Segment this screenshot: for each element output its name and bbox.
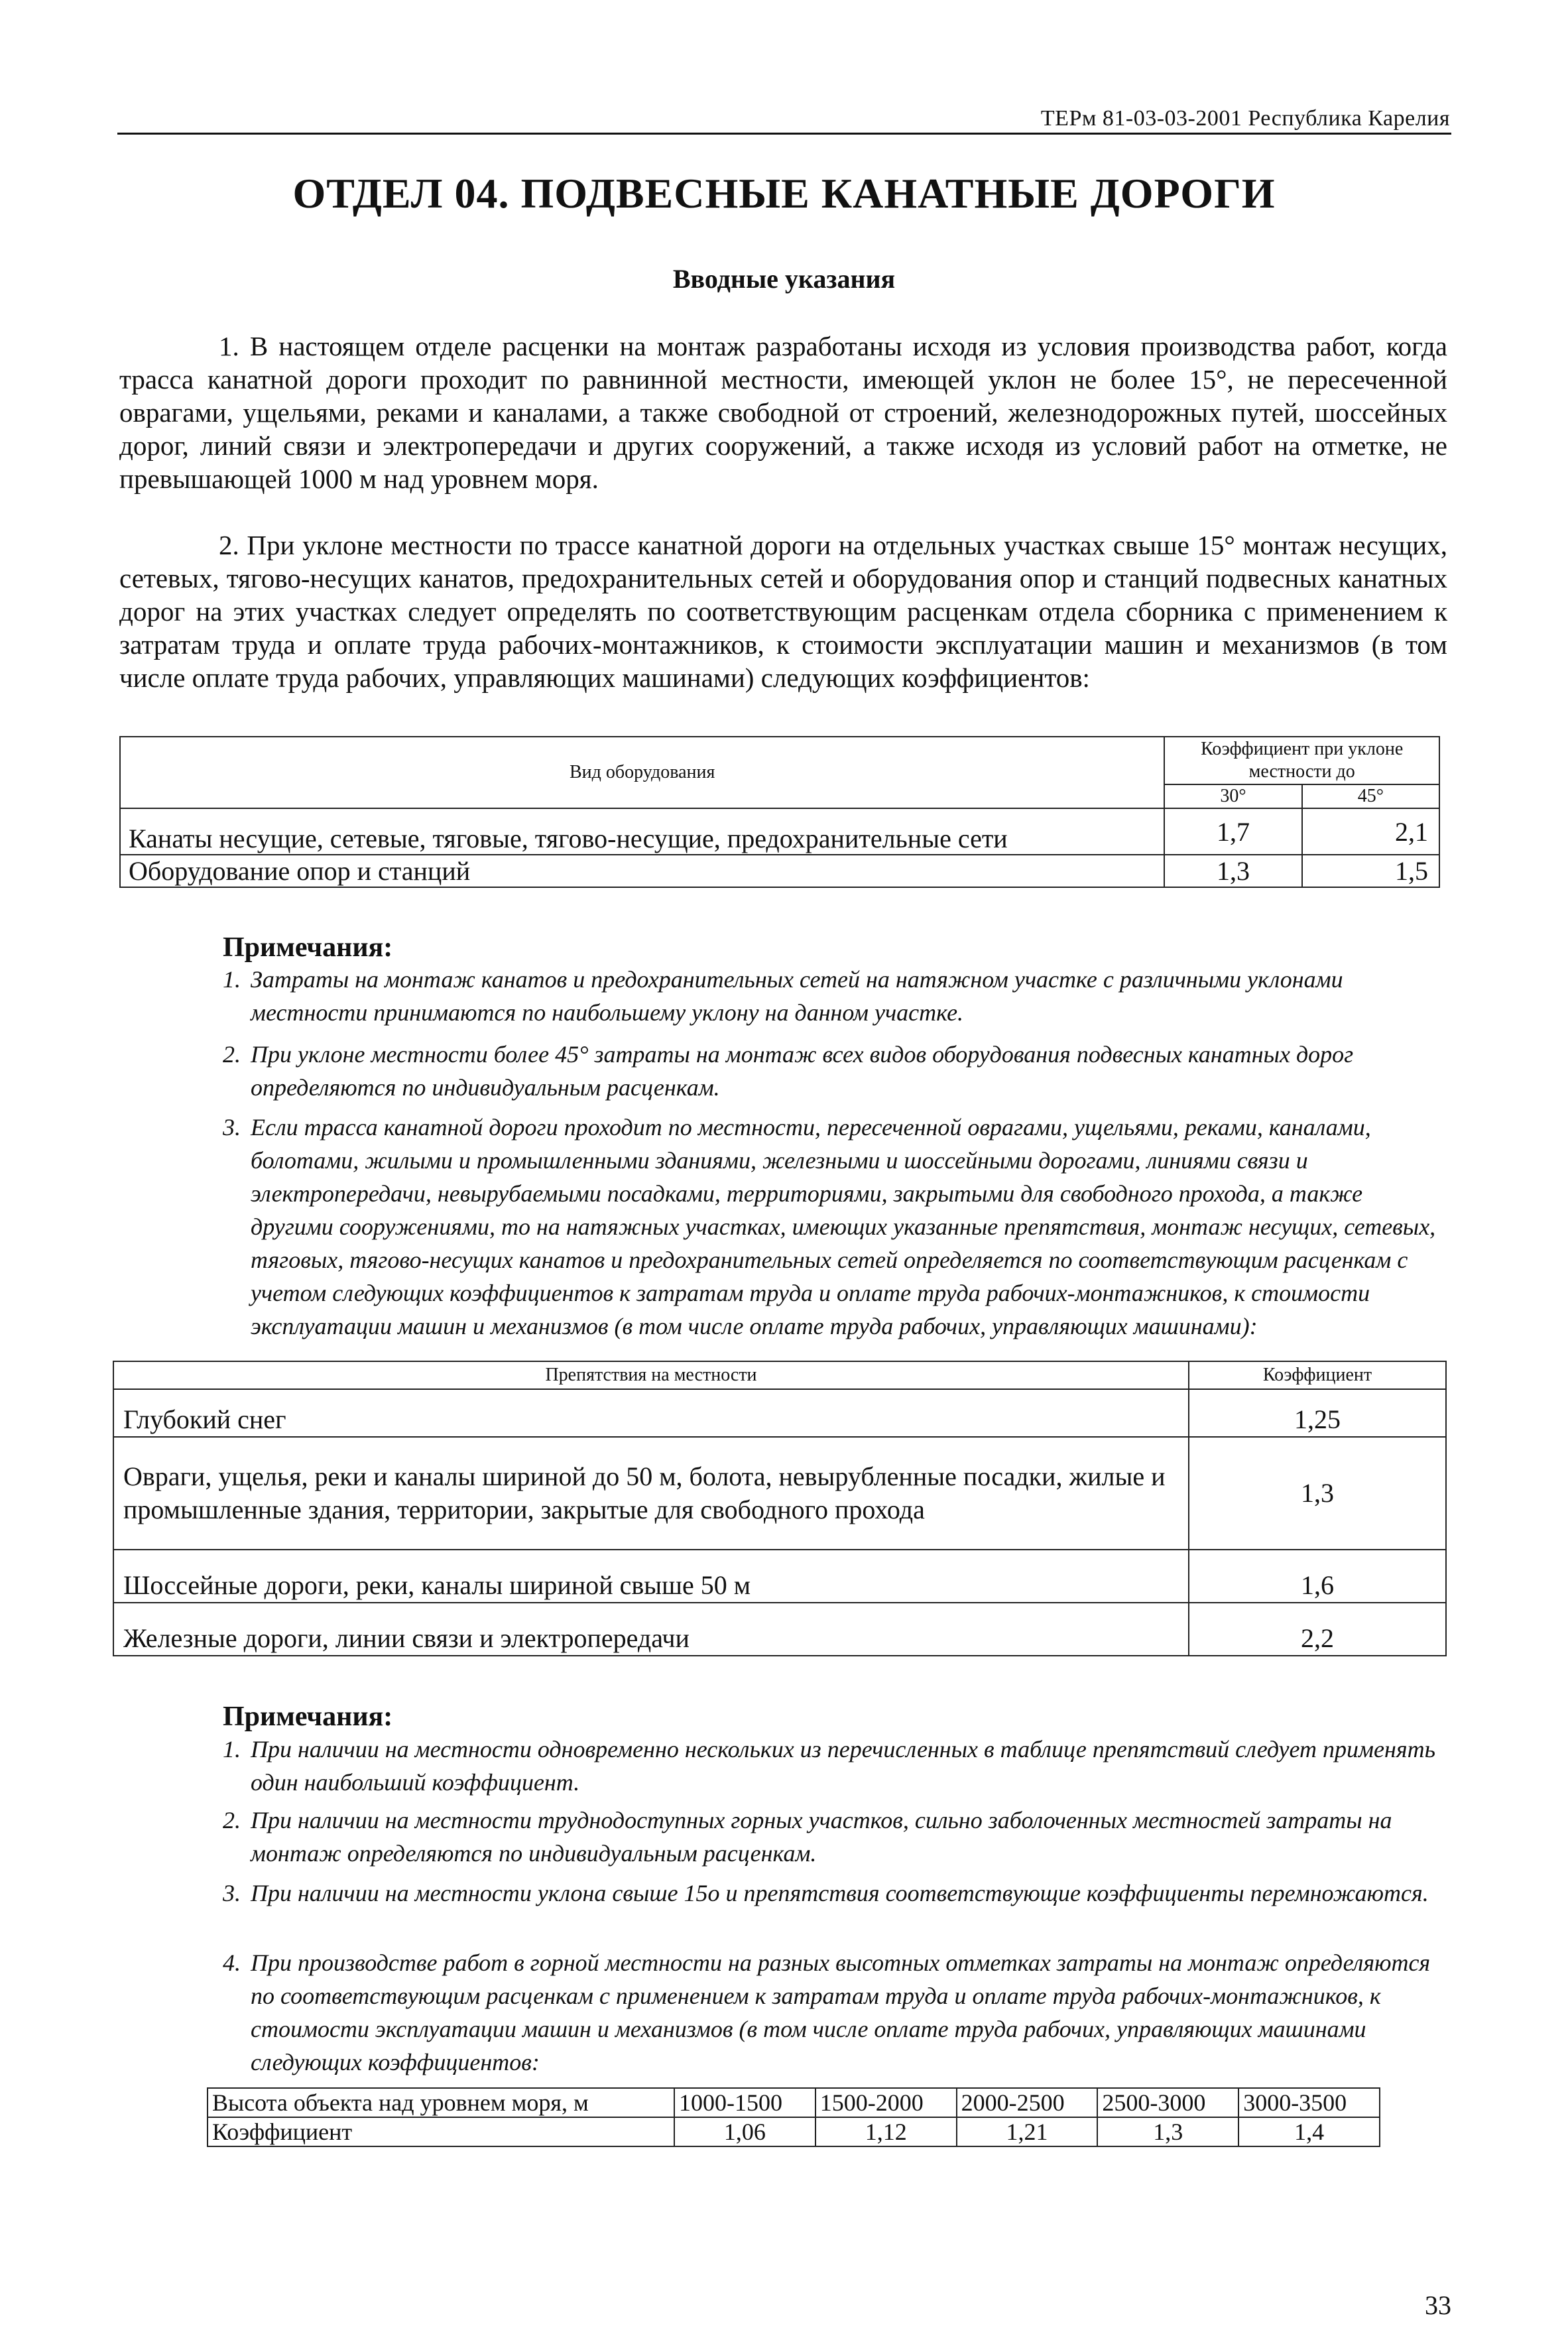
coef-45: 1,5 bbox=[1302, 855, 1439, 887]
col-obstacles: Препятствия на местности bbox=[113, 1361, 1189, 1389]
equipment-name: Оборудование опор и станций bbox=[120, 855, 1164, 887]
note-item: 3. Если трасса канатной дороги проходит по местности, пересеченной оврагами, ущельями, реками, каналами, болотами, жилыми и промышленными зданиями, железными и шоссейными дорогами, линиями связи и электропередачи, невырубаемыми посадками, территориями, закрытыми для свободного прохода, а также другими сооружениями, то на натяжных участках, имеющих указанные препятствия, монтаж несущих, сетевых, тяговых, тягово-несущих канатов и предохранительных сетей определяется по соответствующим расценкам с учетом следующих коэффициентов к затратам труда и оплате труда рабочих-монтажников, к стоимости эксплуатации машин и механизмов (в том числе оплате труда рабочих, управляющих машинами): bbox=[223, 1114, 1436, 1339]
altitude-range: 2500-3000 bbox=[1097, 2088, 1238, 2117]
altitude-coef: 1,3 bbox=[1097, 2117, 1238, 2146]
slope-coefficient-table bbox=[119, 736, 1440, 888]
note-item: 1. Затраты на монтаж канатов и предохранительных сетей на натяжном участке с различными уклонами местности принимаются по наибольшему уклону на данном участке. bbox=[223, 966, 1343, 1026]
altitude-coef: 1,4 bbox=[1238, 2117, 1380, 2146]
coef-30: 1,3 bbox=[1164, 855, 1301, 887]
paragraph-2: 2. При уклоне местности по трассе канатной дороги на отдельных участках свыше 15° монтаж несущих, сетевых, тягово-несущих канатов, предохранительных сетей и оборудования опор и станций подвесных канатных дорог на этих участках следует определять по соответствующим расценкам отдела сборника с применением к затратам труда и оплате труда рабочих-монтажников, к стоимости эксплуатации машин и механизмов (в том числе оплате труда рабочих, управляющих машинами) следующих коэффициентов: bbox=[119, 530, 1447, 693]
table-row bbox=[113, 1389, 1446, 1437]
altitude-coef: 1,12 bbox=[815, 2117, 957, 2146]
obstacle-coef: 1,3 bbox=[1189, 1437, 1446, 1550]
altitude-range: 1000-1500 bbox=[674, 2088, 815, 2117]
note-item: 2. При уклоне местности более 45° затраты на монтаж всех видов оборудования подвесных канатных дорог определяются по индивидуальным расценкам. bbox=[223, 1041, 1354, 1101]
coef-30: 1,7 bbox=[1164, 808, 1301, 855]
col-equipment: Вид оборудования bbox=[120, 737, 1164, 808]
page-number: 33 bbox=[1425, 2290, 1451, 2320]
obstacle-coef: 2,2 bbox=[1189, 1603, 1446, 1656]
table-row bbox=[113, 1603, 1446, 1656]
col-45: 45° bbox=[1302, 784, 1439, 808]
altitude-range: 2000-2500 bbox=[957, 2088, 1098, 2117]
coefficient-label: Коэффициент bbox=[208, 2117, 674, 2146]
section-title: ОТДЕЛ 04. ПОДВЕСНЫЕ КАНАТНЫЕ ДОРОГИ bbox=[292, 170, 1276, 217]
altitude-range: 3000-3500 bbox=[1238, 2088, 1380, 2117]
altitude-coef: 1,06 bbox=[674, 2117, 815, 2146]
table-row bbox=[113, 1437, 1446, 1550]
notes-heading: Примечания: bbox=[223, 1701, 393, 1732]
note-item: 2. При наличии на местности труднодоступных горных участков, сильно заболоченных местностей затраты на монтаж определяются по индивидуальным расценкам. bbox=[223, 1807, 1392, 1867]
obstacle-name: Глубокий снег bbox=[113, 1389, 1189, 1437]
note-item: 1. При наличии на местности одновременно нескольких из перечисленных в таблице препятствий следует применять один наибольший коэффициент. bbox=[223, 1736, 1435, 1796]
obstacle-coef: 1,25 bbox=[1189, 1389, 1446, 1437]
col-30: 30° bbox=[1164, 784, 1301, 808]
paragraph-1: 1. В настоящем отделе расценки на монтаж разработаны исходя из условия производства работ, когда трасса канатной дороги проходит по равнинной местности, имеющей уклон не более 15°, не пересеченной оврагами, ущельями, реками и каналами, а также свободной от строений, железнодорожных путей, шоссейных дорог, линий связи и электропередачи и других сооружений, а также исходя из условий работ на отметке, не превышающей 1000 м над уровнем моря. bbox=[119, 331, 1447, 494]
obstacle-coefficient-table bbox=[113, 1361, 1447, 1656]
obstacle-name: Железные дороги, линии связи и электропередачи bbox=[113, 1603, 1189, 1656]
section-subtitle: Вводные указания bbox=[672, 264, 896, 294]
notes-heading: Примечания: bbox=[223, 932, 393, 963]
table-row bbox=[113, 1550, 1446, 1603]
obstacle-name: Овраги, ущелья, реки и каналы шириной до 50 м, болота, невырубленные посадки, жилые и промышленные здания, территории, закрытые для свободного прохода bbox=[113, 1437, 1189, 1550]
table-row bbox=[120, 808, 1439, 855]
note-item: 3. При наличии на местности уклона свыше 15о и препятствия соответствующие коэффициенты перемножаются. bbox=[223, 1880, 1429, 1906]
equipment-name: Канаты несущие, сетевые, тяговые, тягово-несущие, предохранительные сети bbox=[120, 808, 1164, 855]
coef-45: 2,1 bbox=[1302, 808, 1439, 855]
altitude-coefficient-table bbox=[207, 2087, 1380, 2147]
table-row bbox=[208, 2117, 1380, 2146]
altitude-coef: 1,21 bbox=[957, 2117, 1098, 2146]
header-divider bbox=[117, 133, 1451, 135]
col-coefficient: Коэффициент при уклоне местности до bbox=[1164, 737, 1439, 784]
col-coefficient: Коэффициент bbox=[1189, 1361, 1446, 1389]
obstacle-coef: 1,6 bbox=[1189, 1550, 1446, 1603]
document-header: ТЕРм 81-03-03-2001 Республика Карелия bbox=[1040, 106, 1450, 131]
altitude-label: Высота объекта над уровнем моря, м bbox=[208, 2088, 674, 2117]
table-row bbox=[120, 855, 1439, 887]
note-item: 4. При производстве работ в горной местности на разных высотных отметках затраты на монтаж определяются по соответствующим расценкам с применением к затратам труда и оплате труда рабочих-монтажников, к стоимости эксплуатации машин и механизмов (в том числе оплате труда рабочих, управляющих машинами следующих коэффициентов: bbox=[223, 1949, 1431, 2075]
table-row bbox=[208, 2088, 1380, 2117]
altitude-range: 1500-2000 bbox=[815, 2088, 957, 2117]
obstacle-name: Шоссейные дороги, реки, каналы шириной свыше 50 м bbox=[113, 1550, 1189, 1603]
